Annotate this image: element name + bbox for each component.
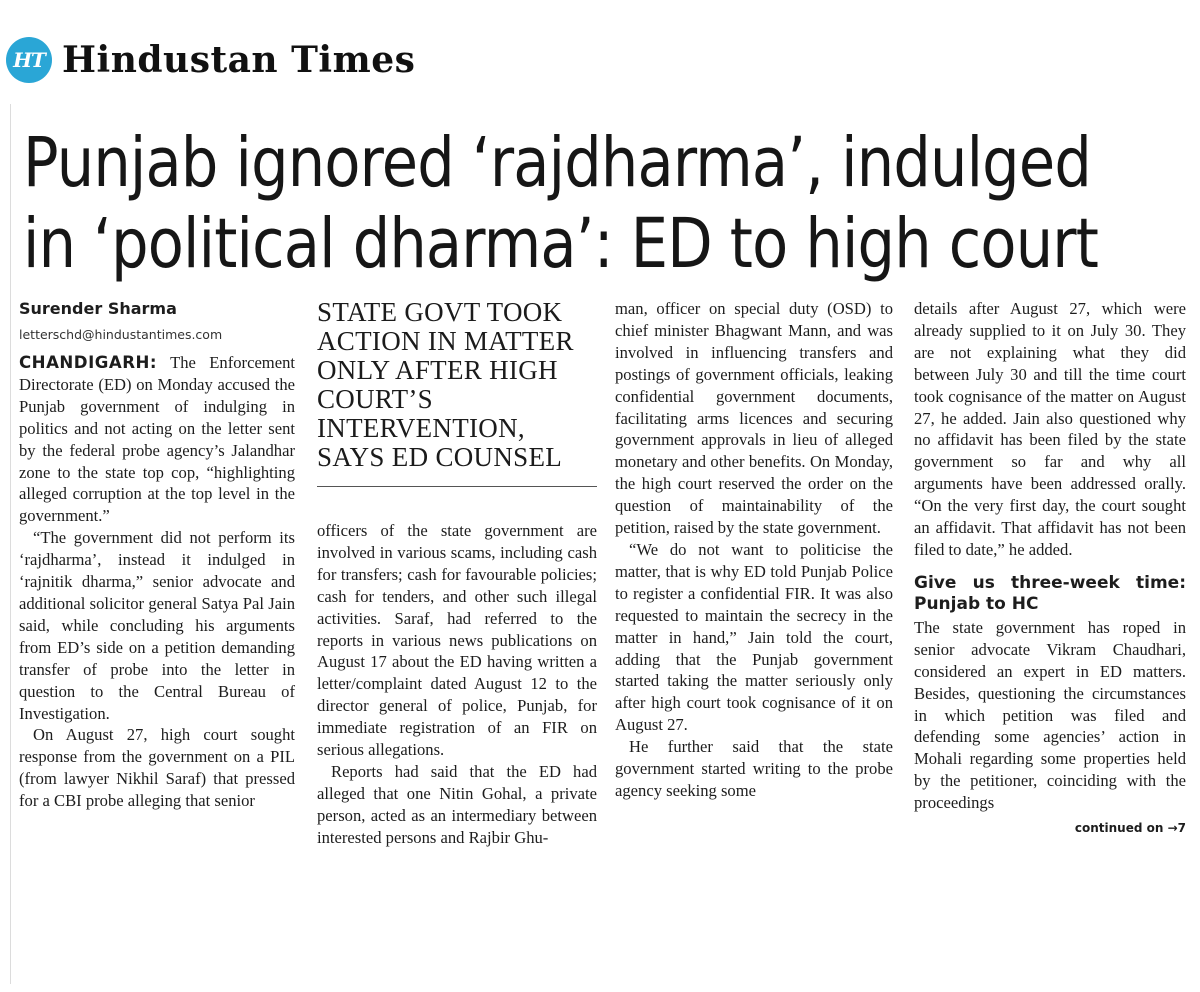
newspaper-name: Hindustan Times [62,39,416,81]
paragraph: He further said that the state government started writing to the probe agency seeking some [615,737,893,800]
column-2 [317,520,597,849]
paragraph: “The government did not perform its ‘rajdharma’, instead it indulged in ‘rajnitik dharma,” senior advocate and additional solicitor general Satya Pal Jain said, while concluding his arguments from ED’s side on a petition demanding transfer of probe into the letter in question to the Central Bureau of Investigation. [19,528,295,723]
column-1 [19,298,295,812]
dateline: CHANDIGARH: [19,353,158,372]
continued-link[interactable]: continued on →7 [1074,821,1186,836]
paragraph: officers of the state government are involved in various scams, including cash for transfers; cash for favourable policies; cash for tenders, and other such illegal activities. Saraf, had referred to the reports in various news publications on August 17 about the ED having written a letter/complaint dated August 12 to the director general of police, Punjab, for immediate registration of an FIR on serious allegations. [317,521,597,760]
column-4 [914,298,1186,840]
paragraph: The state government has roped in senior advocate Vikram Chaudhari, considered an expert in ED matters. Besides, questioning the circumstances in which petition was filed and defending some agencies’ action in Mohali regarding some properties held by the petitioner, coinciding with the proceedings [914,617,1186,813]
headline-line-2: in ‘political dharma’: ED to high court [23,203,1099,284]
paragraph: CHANDIGARH: The Enforcement Directorate (ED) on Monday accused the Punjab government of indulging in politics and not acting on the letter sent by the federal probe agency’s Jalandhar zone to the state top cop, “highlighting alleged corruption at the top level in the government.” [19,353,295,526]
paragraph: details after August 27, which were already supplied to it on July 30. They are not explaining what they did between July 30 and till the time court took cognisance of the matter on August 27, he added. Jain also questioned why no affidavit has been filed by the state government so far and why all arguments have been addressed orally. “On the very first day, the court sought an affidavit. That affidavit has not been filed to date,” he added. [914,299,1186,559]
pull-quote [317,298,597,487]
byline: Surender Sharma [19,299,177,318]
headline-line-1: Punjab ignored ‘rajdharma’, indulged [23,122,1091,203]
paragraph: On August 27, high court sought response from the government on a PIL (from lawyer Nikhil Saraf) that pressed for a CBI probe alleging that senior [19,725,295,811]
subheading: Give us three-week time: Punjab to HC [914,572,1186,614]
ht-logo-icon: HT [6,37,52,83]
masthead [6,32,415,88]
column-3 [615,298,893,802]
paragraph: Reports had said that the ED had alleged that one Nitin Gohal, a private person, acted as an intermediary between interested persons and Rajbir Ghu- [317,761,597,847]
pull-quote-text: STATE GOVT TOOK ACTION IN MATTER ONLY AFTER HIGH COURT’S INTERVENTION, SAYS ED COUNSEL [317,297,574,472]
paragraph: man, officer on special duty (OSD) to chief minister Bhagwant Mann, and was involved in influencing transfers and postings of government officials, leaking confidential government documents, facilitating arms licences and securing government approvals in lieu of alleged monetary and other benefits. On Monday, the high court reserved the order on the question of maintainability of the petition, raised by the state government. [615,299,893,538]
newspaper-clipping [10,104,1193,984]
article-headline [23,122,1193,284]
author-email: letterschd@hindustantimes.com [19,327,223,342]
paragraph: “We do not want to politicise the matter, that is why ED told Punjab Police to register a confidential FIR. It was also requested to maintain the secrecy in the matter in hand,” Jain told the court, adding that the Punjab government started taking the matter seriously only after high court took cognisance of it on August 27. [615,539,893,735]
